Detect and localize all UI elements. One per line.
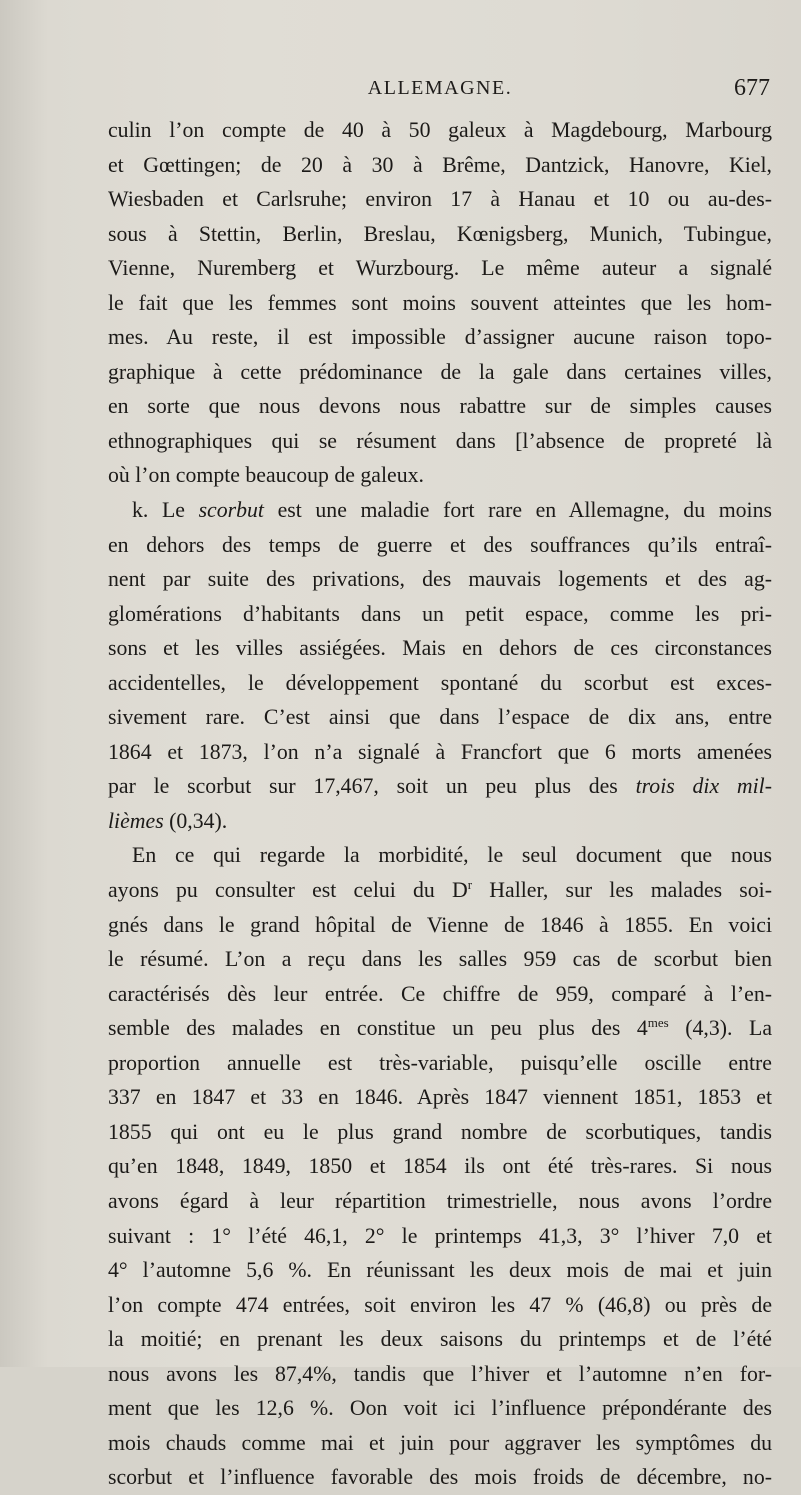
text-line: glomérations d’habitants dans un petit espace, comme les pri- bbox=[108, 601, 772, 626]
text-line bbox=[108, 493, 772, 528]
text-line: mois chauds comme mai et juin pour aggraver les symptômes du bbox=[108, 1430, 772, 1455]
running-head bbox=[110, 77, 770, 111]
text-line: gnés dans le grand hôpital de Vienne de 1846 à 1855. En voici bbox=[108, 912, 772, 937]
text-line: qu’en 1848, 1849, 1850 et 1854 ils ont été très-rares. Si nous bbox=[108, 1154, 772, 1179]
italic-term: lièmes bbox=[108, 808, 164, 833]
text-line: 337 en 1847 et 33 en 1846. Après 1847 viennent 1851, 1853 et bbox=[108, 1085, 772, 1110]
text-line: nous avons les 87,4%, tandis que l’hiver et l’automne n’en for- bbox=[108, 1361, 772, 1386]
superscript: r bbox=[467, 877, 473, 893]
superscript: mes bbox=[647, 1015, 669, 1031]
text-run: (0,34). bbox=[163, 808, 228, 833]
text-line: En ce qui regarde la morbidité, le seul document que nous bbox=[132, 843, 772, 868]
text-line: Wiesbaden et Carlsruhe; environ 17 à Hanau et 10 ou au-des- bbox=[108, 187, 772, 212]
text-line: suivant : 1° l’été 46,1, 2° le printemps 41,3, 3° l’hiver 7,0 et bbox=[108, 1223, 772, 1248]
text-run: est une maladie fort rare en Allemagne, du moins bbox=[263, 498, 772, 523]
text-line: Vienne, Nuremberg et Wurzbourg. Le même auteur a signalé bbox=[108, 256, 772, 281]
text-line: caractérisés dès leur entrée. Ce chiffre de 959, comparé à l’en- bbox=[108, 981, 772, 1006]
text-line: le résumé. L’on a reçu dans les salles 959 cas de scorbut bien bbox=[108, 947, 772, 972]
text-line: proportion annuelle est très-variable, puisqu’elle oscille entre bbox=[108, 1050, 772, 1075]
italic-term: trois dix mil- bbox=[635, 774, 772, 799]
text-run: par le scorbut sur 17,467, soit un peu plus des bbox=[108, 774, 636, 799]
text-line: l’on compte 474 entrées, soit environ les 47 % (46,8) ou près de bbox=[108, 1292, 772, 1317]
text-line: 1864 et 1873, l’on n’a signalé à Francfort que 6 morts amenées bbox=[108, 739, 772, 764]
text-line: en dehors des temps de guerre et des souffrances qu’ils entraî- bbox=[108, 532, 772, 557]
text-run: semble des malades en constitue un peu plus des 4 bbox=[108, 1016, 648, 1041]
running-title: ALLEMAGNE. bbox=[367, 77, 513, 99]
text-line: graphique à cette prédominance de la gale dans certaines villes, bbox=[108, 359, 772, 384]
text-line: mes. Au reste, il est impossible d’assigner aucune raison topo- bbox=[108, 325, 772, 350]
text-line: nent par suite des privations, des mauvais logements et des ag- bbox=[108, 567, 772, 592]
text-line: en sorte que nous devons nous rabattre sur de simples causes bbox=[108, 394, 772, 419]
text-line: accidentelles, le développement spontané du scorbut est exces- bbox=[108, 670, 772, 695]
text-run: Haller, sur les malades soi- bbox=[472, 878, 772, 903]
text-run: ayons pu consulter est celui du D bbox=[108, 878, 468, 903]
text-line: sous à Stettin, Berlin, Breslau, Kœnigsberg, Munich, Tubingue, bbox=[108, 221, 772, 246]
text-line: culin l’on compte de 40 à 50 galeux à Magdebourg, Marbourg bbox=[108, 118, 772, 142]
text-line: et Gœttingen; de 20 à 30 à Brême, Dantzick, Hanovre, Kiel, bbox=[108, 152, 772, 177]
text-line: scorbut et l’influence favorable des mois froids de décembre, no- bbox=[108, 1465, 772, 1490]
text-line: ethnographiques qui se résument dans [l’absence de propreté là bbox=[108, 428, 772, 453]
text-line: ment que les 12,6 %. Oon voit ici l’influence prépondérante des bbox=[108, 1396, 772, 1421]
text-line bbox=[108, 804, 772, 839]
page-number: 677 bbox=[734, 75, 770, 101]
italic-term: scorbut bbox=[198, 498, 264, 523]
text-line: sivement rare. C’est ainsi que dans l’espace de dix ans, entre bbox=[108, 705, 772, 730]
text-line bbox=[108, 873, 772, 908]
text-line: avons égard à leur répartition trimestrielle, nous avons l’ordre bbox=[108, 1188, 772, 1213]
text-run: k. Le bbox=[132, 498, 199, 523]
text-line bbox=[108, 1011, 772, 1046]
text-line: sons et les villes assiégées. Mais en dehors de ces circonstances bbox=[108, 636, 772, 661]
text-line: la moitié; en prenant les deux saisons du printemps et de l’été bbox=[108, 1327, 772, 1352]
text-line: 1855 qui ont eu le plus grand nombre de scorbutiques, tandis bbox=[108, 1119, 772, 1144]
text-run: (4,3). La bbox=[668, 1016, 772, 1041]
text-line: le fait que les femmes sont moins souvent atteintes que les hom- bbox=[108, 290, 772, 315]
text-line bbox=[108, 769, 772, 804]
text-line: où l’on compte beaucoup de galeux. bbox=[108, 463, 424, 488]
body-text bbox=[108, 113, 772, 1495]
text-line: 4° l’automne 5,6 %. En réunissant les deux mois de mai et juin bbox=[108, 1258, 772, 1283]
